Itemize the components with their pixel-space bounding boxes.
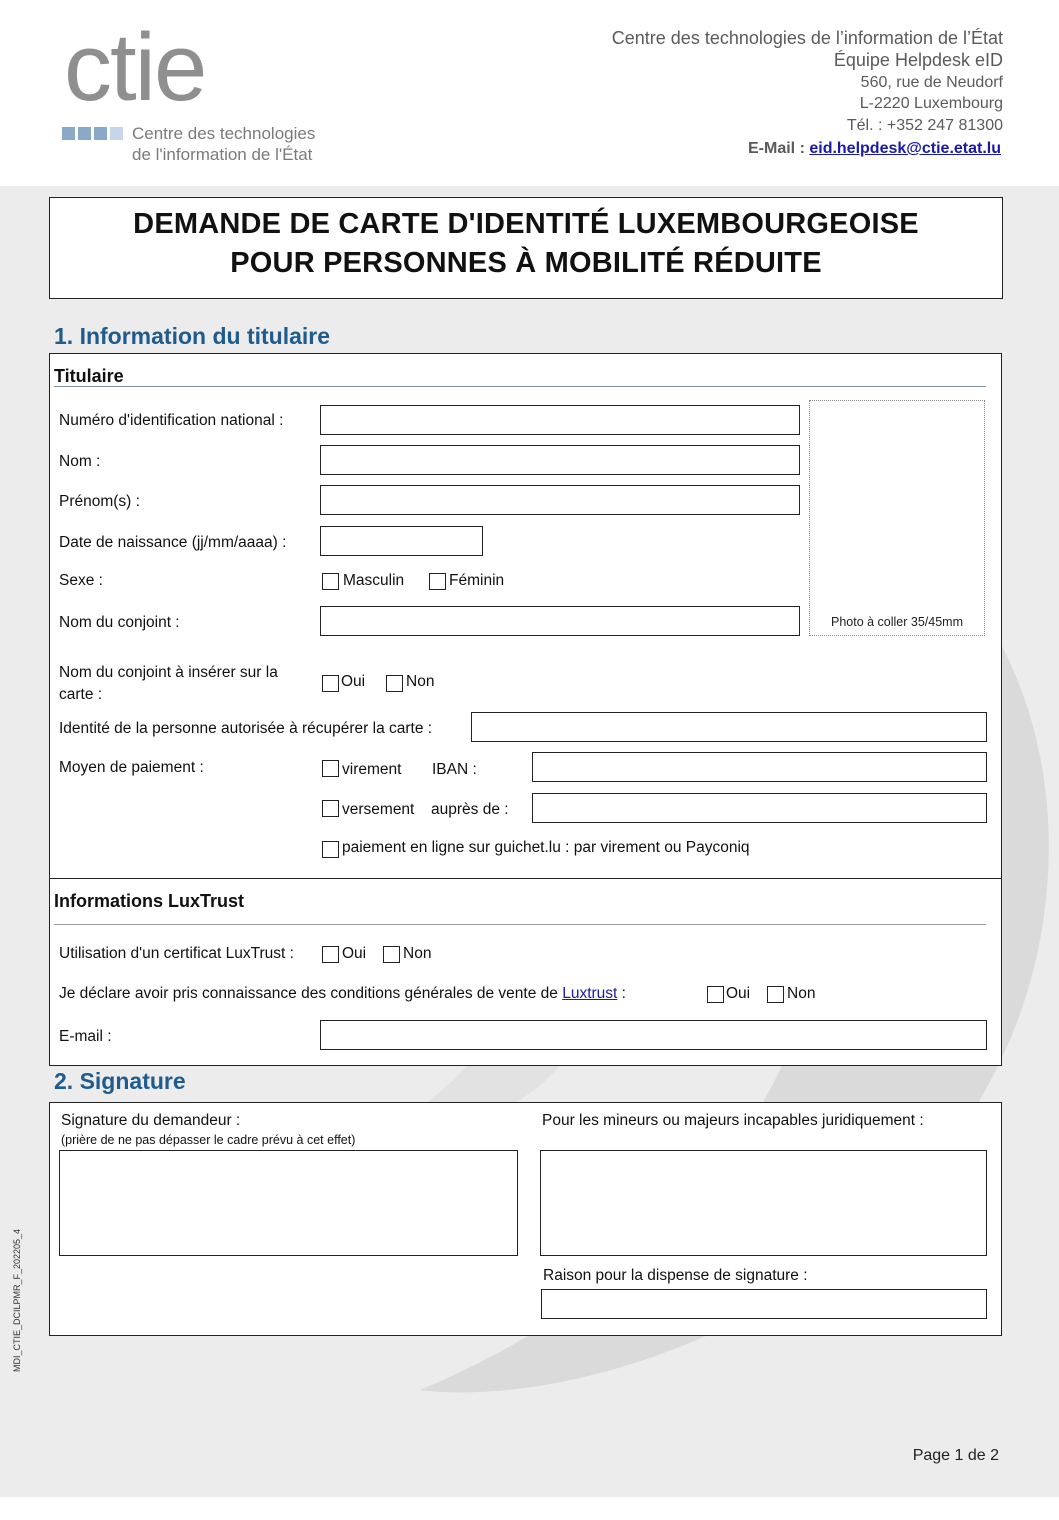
nom-conjoint-field[interactable]	[320, 606, 800, 636]
signature-mineurs-box[interactable]	[540, 1150, 987, 1256]
logo-square-1	[62, 127, 75, 140]
luxtrust-email-field[interactable]	[320, 1020, 987, 1050]
luxtrust-divider	[54, 924, 986, 925]
conditions-colon: :	[621, 985, 626, 1002]
section1-heading: 1. Information du titulaire	[54, 323, 331, 349]
form-title-line1: DEMANDE DE CARTE D'IDENTITÉ LUXEMBOURGEOISE	[133, 208, 919, 240]
aupres-field[interactable]	[532, 793, 987, 823]
nom-label: Nom :	[59, 453, 101, 470]
logo-wordmark: ctie	[64, 14, 206, 121]
luxtrust-link[interactable]: Luxtrust	[562, 985, 618, 1002]
iban-label: IBAN :	[432, 761, 477, 778]
address-street: 560, rue de Neudorf	[860, 74, 1003, 91]
page-number: Page 1 de 2	[912, 1447, 999, 1464]
document-code: MDI_CTIE_DCILPMR_F_202205_4	[12, 1228, 22, 1372]
prenom-field[interactable]	[320, 485, 800, 515]
aupres-label: auprès de :	[431, 801, 509, 818]
date-naissance-label: Date de naissance (jj/mm/aaaa) :	[59, 534, 287, 551]
identite-recup-label: Identité de la personne autorisée à récupérer la carte :	[59, 720, 433, 737]
conditions-oui-checkbox[interactable]	[707, 986, 724, 1003]
inserer-non-checkbox[interactable]	[386, 675, 403, 692]
section2-heading: 2. Signature	[54, 1068, 186, 1094]
conditions-text: Je déclare avoir pris connaissance des conditions générales de vente de	[59, 985, 558, 1002]
versement-label: versement	[342, 801, 415, 818]
masculin-checkbox[interactable]	[322, 573, 339, 590]
certificat-oui-label: Oui	[342, 945, 367, 962]
certificat-oui-checkbox[interactable]	[322, 946, 339, 963]
titulaire-subheading: Titulaire	[54, 366, 124, 386]
conditions-oui-label: Oui	[726, 985, 751, 1002]
paiement-ligne-checkbox[interactable]	[322, 841, 339, 858]
national-id-label: Numéro d'identification national :	[59, 412, 284, 429]
inserer-non-label: Non	[406, 673, 435, 690]
prenom-label: Prénom(s) :	[59, 493, 140, 510]
address-org: Centre des technologies de l’information de l’État	[611, 28, 1003, 48]
certificat-non-checkbox[interactable]	[383, 946, 400, 963]
address-phone: Tél. : +352 247 81300	[846, 117, 1003, 134]
signature-mineurs-label: Pour les mineurs ou majeurs incapables juridiquement :	[542, 1112, 924, 1129]
inserer-oui-checkbox[interactable]	[322, 675, 339, 692]
titulaire-divider	[54, 386, 986, 387]
email-label: E-Mail :	[748, 140, 805, 157]
address-team: Équipe Helpdesk eID	[833, 50, 1003, 70]
iban-field[interactable]	[532, 752, 987, 782]
inserer-oui-label: Oui	[341, 673, 366, 690]
raison-dispense-field[interactable]	[541, 1289, 987, 1319]
paiement-ligne-label: paiement en ligne sur guichet.lu : par virement ou Payconiq	[342, 839, 750, 856]
versement-checkbox[interactable]	[322, 800, 339, 817]
certificat-label: Utilisation d'un certificat LuxTrust :	[59, 945, 294, 962]
logo-square-4	[110, 127, 123, 140]
address-email-line	[748, 140, 1001, 158]
photo-box	[809, 400, 985, 636]
nom-conjoint-label: Nom du conjoint :	[59, 614, 180, 631]
conditions-label	[59, 984, 626, 1004]
inserer-label-line1: Nom du conjoint à insérer sur la	[59, 664, 278, 681]
conditions-non-checkbox[interactable]	[767, 986, 784, 1003]
virement-label: virement	[342, 761, 402, 778]
nom-field[interactable]	[320, 445, 800, 475]
raison-dispense-label: Raison pour la dispense de signature :	[543, 1267, 808, 1284]
email-field-label: E-mail :	[59, 1028, 112, 1045]
national-id-field[interactable]	[320, 405, 800, 435]
address-city: L-2220 Luxembourg	[859, 95, 1003, 112]
identite-recup-field[interactable]	[471, 712, 987, 742]
logo-subtitle-1: Centre des technologies	[132, 124, 316, 143]
feminin-checkbox[interactable]	[429, 573, 446, 590]
feminin-label: Féminin	[449, 572, 505, 589]
masculin-label: Masculin	[343, 572, 405, 589]
logo-subtitle-2: de l'information de l'État	[132, 145, 313, 164]
moyen-paiement-label: Moyen de paiement :	[59, 759, 204, 776]
signature-demandeur-label: Signature du demandeur :	[61, 1112, 241, 1129]
photo-label: Photo à coller 35/45mm	[830, 615, 963, 629]
form-title-line2: POUR PERSONNES À MOBILITÉ RÉDUITE	[230, 247, 822, 279]
luxtrust-subheading: Informations LuxTrust	[54, 891, 245, 911]
certificat-non-label: Non	[403, 945, 432, 962]
logo-square-2	[78, 127, 91, 140]
conditions-non-label: Non	[787, 985, 816, 1002]
inserer-label-line2: carte :	[59, 686, 103, 703]
virement-checkbox[interactable]	[322, 760, 339, 777]
email-link[interactable]: eid.helpdesk@ctie.etat.lu	[809, 140, 1001, 157]
signature-demandeur-note: (prière de ne pas dépasser le cadre prévu à cet effet)	[61, 1133, 356, 1147]
form-title-box	[49, 197, 1003, 299]
signature-demandeur-box[interactable]	[59, 1150, 518, 1256]
date-naissance-field[interactable]	[320, 526, 483, 556]
sexe-label: Sexe :	[59, 572, 103, 589]
logo-square-3	[94, 127, 107, 140]
